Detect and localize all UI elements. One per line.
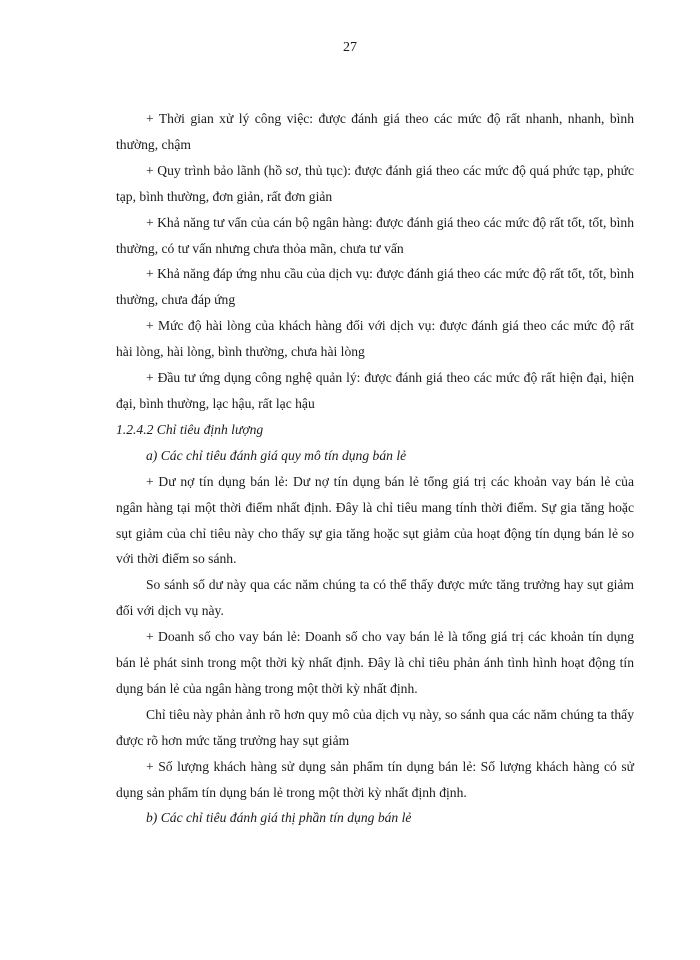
paragraph-advisory-ability: + Khả năng tư vấn của cán bộ ngân hàng: được đánh giá theo các mức độ rất tốt, tốt, bình thường, có tư vấn nhưng chưa thỏa mãn, chưa tư vấn [116, 214, 634, 256]
paragraph-technology-investment: + Đầu tư ứng dụng công nghệ quản lý: được đánh giá theo các mức độ rất hiện đại, hiện đại, bình thường, lạc hậu, rất lạc hậu [116, 370, 634, 411]
paragraph-retail-loan-turnover: + Doanh số cho vay bán lẻ: Doanh số cho vay bán lẻ là tổng giá trị các khoản tín dụng bán lẻ phát sinh trong một thời kỳ nhất định. Đây là chỉ tiêu phản ánh tình hình hoạt động tín dụng bán lẻ của ngân hàng trong một thời kỳ nhất định. [116, 629, 634, 696]
paragraph-service-responsiveness: + Khả năng đáp ứng nhu cầu của dịch vụ: được đánh giá theo các mức độ rất tốt, tốt, bình thường, chưa đáp ứng [116, 266, 634, 308]
document-body [116, 106, 634, 831]
paragraph-balance-comparison: So sánh số dư này qua các năm chúng ta có thể thấy được mức tăng trưởng hay sụt giảm đối với dịch vụ này. [116, 577, 634, 619]
paragraph-retail-credit-balance: + Dư nợ tín dụng bán lẻ: Dư nợ tín dụng bán lẻ tổng giá trị các khoản vay bán lẻ của ngân hàng tại một thời điểm nhất định. Đây là chỉ tiêu mang tính thời điểm. Sự gia tăng hoặc sụt giảm của chỉ tiêu này cho thấy sự gia tăng hoặc sụt giảm của hoạt động tín dụng bán lẻ so với thời điểm so sánh. [116, 473, 634, 567]
subsection-heading-b: b) Các chỉ tiêu đánh giá thị phần tín dụng bán lẻ [146, 810, 412, 826]
paragraph-turnover-comparison: Chỉ tiêu này phản ảnh rõ hơn quy mô của dịch vụ này, so sánh qua các năm chúng ta thấy được rõ hơn mức tăng trưởng hay sụt giảm [116, 706, 634, 748]
page-number: 27 [343, 40, 357, 55]
paragraph-guarantee-process: + Quy trình bảo lãnh (hồ sơ, thủ tục): được đánh giá theo các mức độ quá phức tạp, phức tạp, bình thường, đơn giản, rất đơn giản [116, 162, 634, 204]
paragraph-processing-time: + Thời gian xử lý công việc: được đánh giá theo các mức độ rất nhanh, nhanh, bình thường, chậm [116, 111, 634, 152]
paragraph-customer-count: + Số lượng khách hàng sử dụng sản phẩm tín dụng bán lẻ: Số lượng khách hàng có sử dụng sản phẩm tín dụng bán lẻ trong một thời kỳ nhất định định. [116, 758, 634, 800]
section-heading: 1.2.4.2 Chỉ tiêu định lượng [116, 421, 264, 437]
subsection-heading-a: a) Các chỉ tiêu đánh giá quy mô tín dụng bán lẻ [146, 447, 407, 463]
paragraph-customer-satisfaction: + Mức độ hài lòng của khách hàng đối với dịch vụ: được đánh giá theo các mức độ rất hài lòng, hài lòng, bình thường, chưa hài lòng [116, 318, 634, 360]
